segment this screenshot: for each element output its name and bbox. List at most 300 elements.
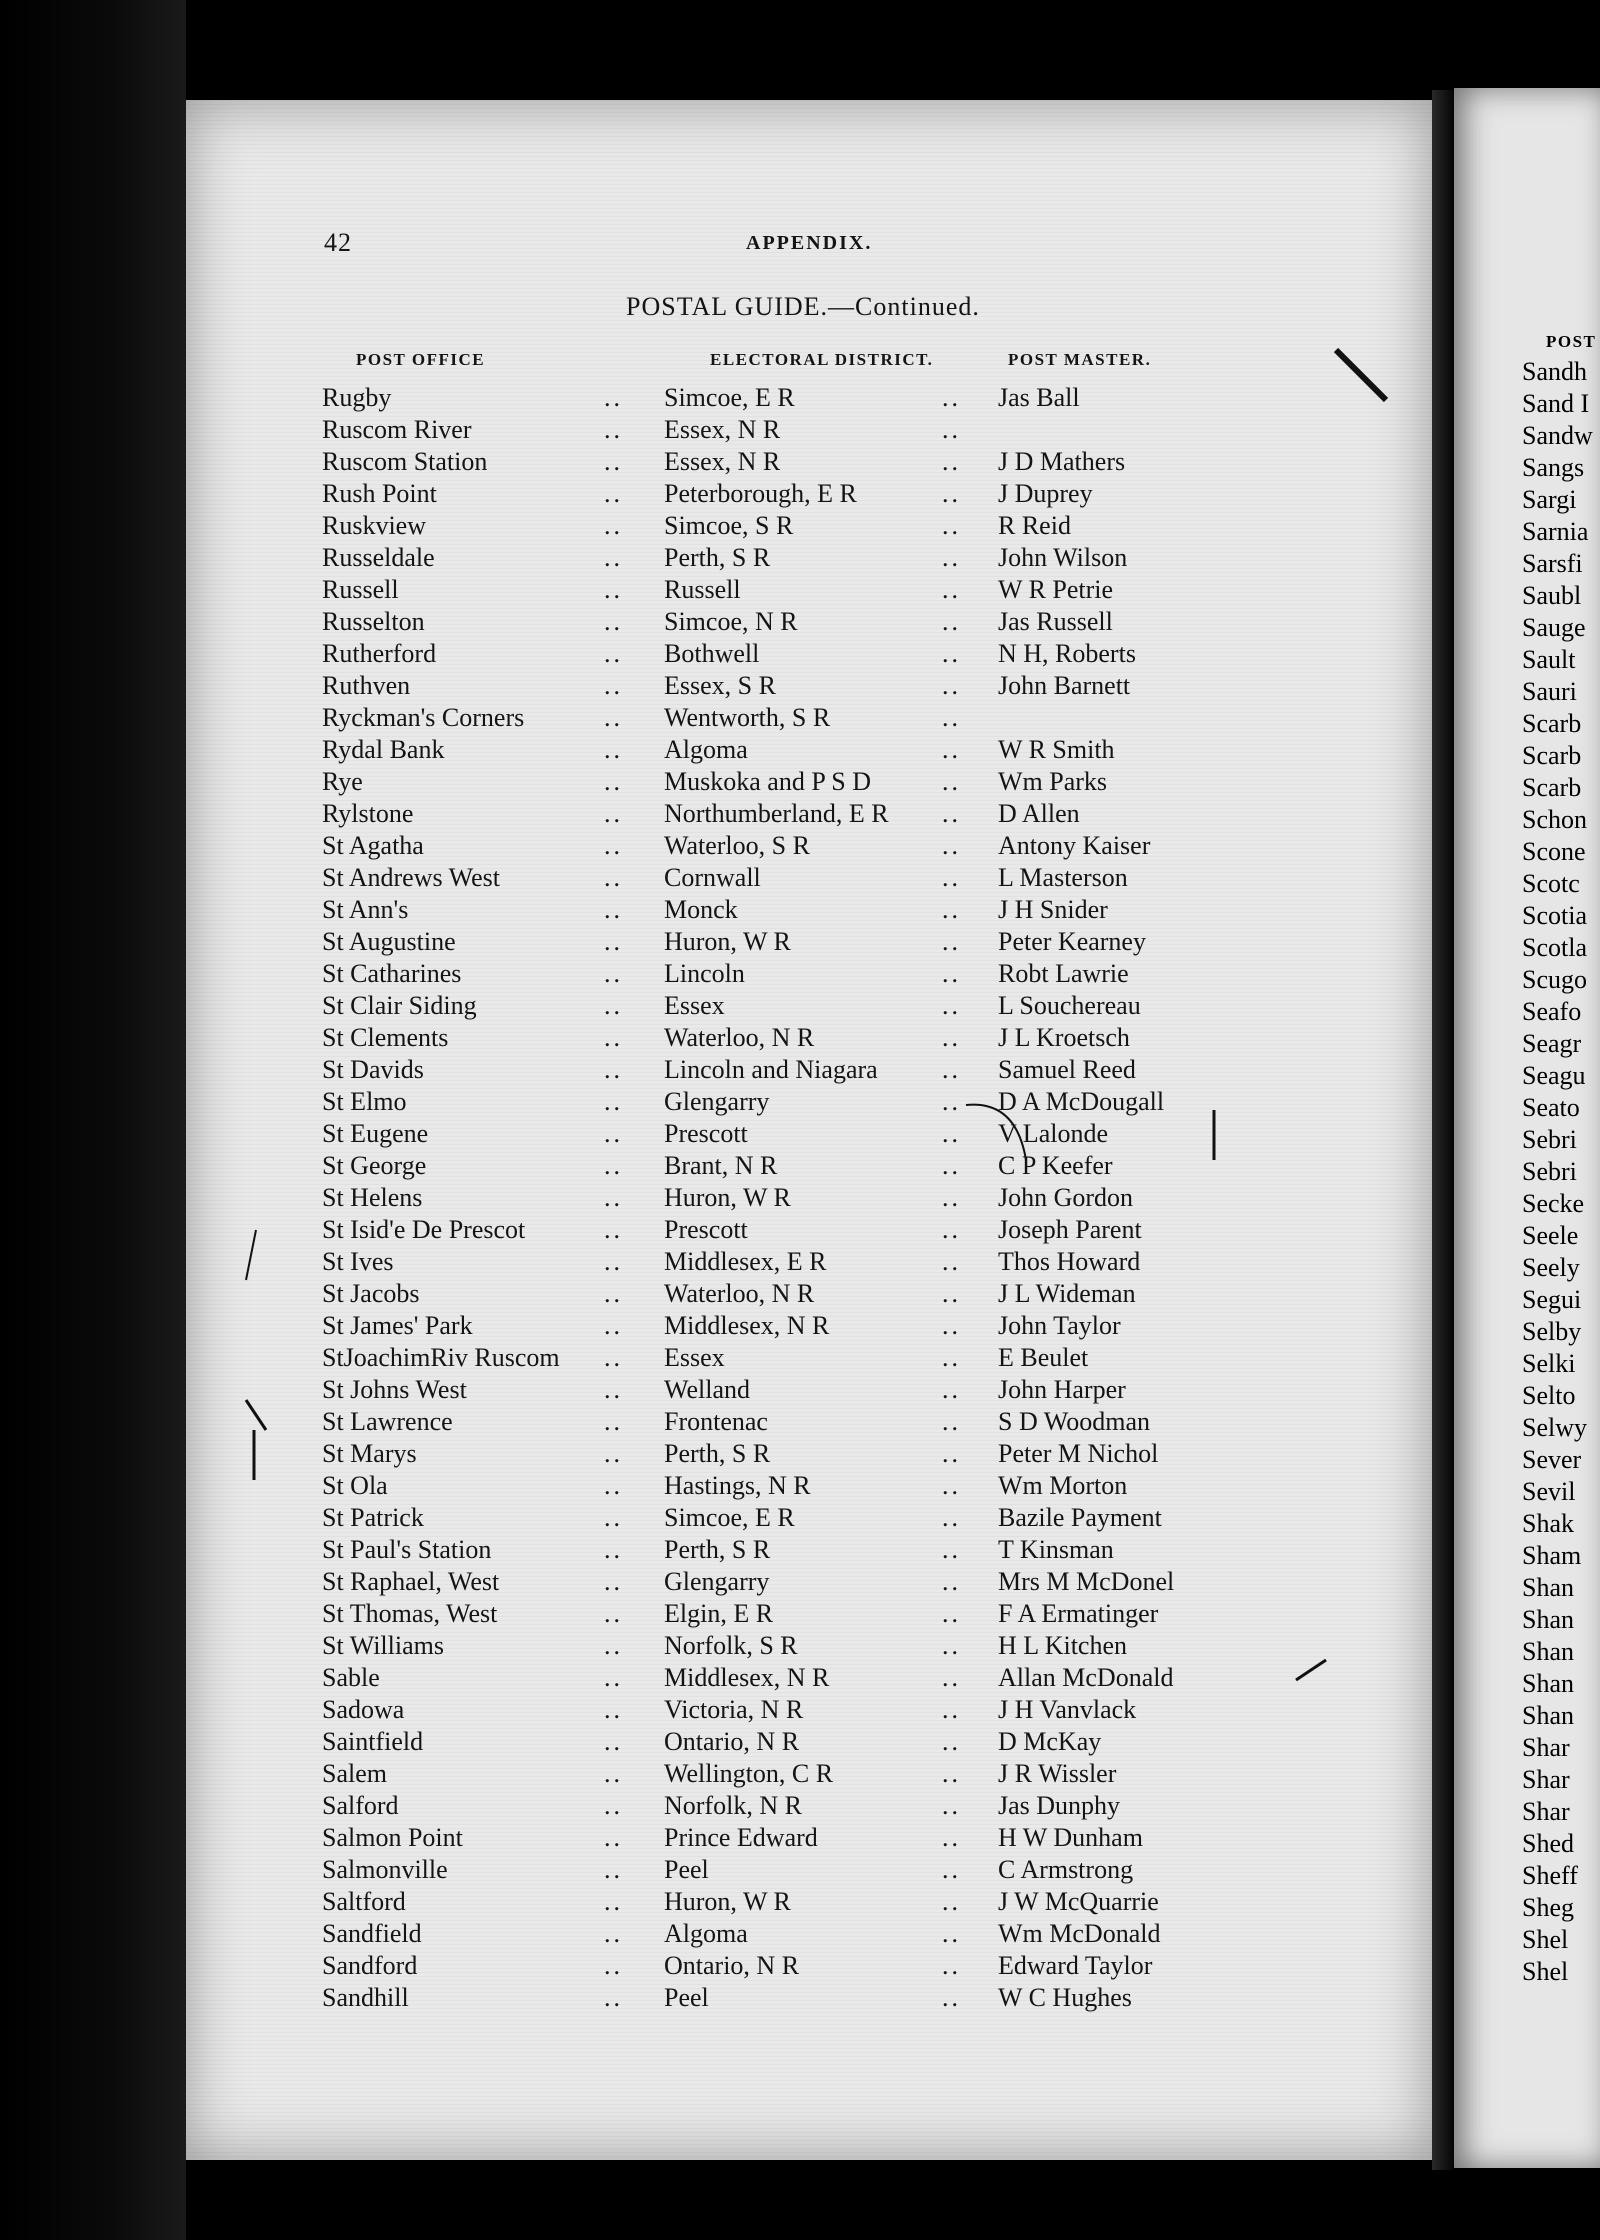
facing-page-entry: Shan	[1522, 1637, 1574, 1666]
facing-page-entry: Sebri	[1522, 1125, 1577, 1154]
leader-dots: ..	[604, 1375, 623, 1404]
electoral-district: Brant, N R	[664, 1151, 778, 1180]
post-master-name: N H, Roberts	[998, 639, 1136, 668]
post-master-name: J Duprey	[998, 479, 1093, 508]
facing-page-entry: Seagr	[1522, 1029, 1582, 1058]
facing-page-entry: Shel	[1522, 1925, 1569, 1954]
leader-dots: ..	[942, 447, 961, 476]
leader-dots: ..	[942, 479, 961, 508]
leader-dots: ..	[604, 1311, 623, 1340]
post-master-name: D McKay	[998, 1727, 1102, 1756]
post-master-name: Robt Lawrie	[998, 959, 1129, 988]
column-header-office: POST OFFICE	[356, 350, 486, 369]
electoral-district: Waterloo, S R	[664, 831, 810, 860]
leader-dots: ..	[942, 831, 961, 860]
electoral-district: Norfolk, S R	[664, 1631, 798, 1660]
facing-page-edge	[1454, 88, 1600, 2168]
leader-dots: ..	[604, 1919, 623, 1948]
page-number: 42	[324, 228, 352, 257]
leader-dots: ..	[942, 927, 961, 956]
leader-dots: ..	[604, 1183, 623, 1212]
post-office-name: St Clair Siding	[322, 991, 477, 1020]
post-master-name: E Beulet	[998, 1343, 1089, 1372]
electoral-district: Perth, S R	[664, 543, 771, 572]
facing-page-entry: Shar	[1522, 1797, 1570, 1826]
leader-dots: ..	[942, 1279, 961, 1308]
post-master-name: Jas Dunphy	[998, 1791, 1121, 1820]
post-master-name: Allan McDonald	[998, 1663, 1174, 1692]
electoral-district: Cornwall	[664, 863, 761, 892]
facing-page-entry: Scotc	[1522, 869, 1580, 898]
facing-page-entry: Selto	[1522, 1381, 1576, 1410]
facing-page-entry: Shed	[1522, 1829, 1574, 1858]
leader-dots: ..	[604, 1439, 623, 1468]
electoral-district: Glengarry	[664, 1567, 770, 1596]
leader-dots: ..	[604, 1279, 623, 1308]
electoral-district: Peel	[664, 1855, 709, 1884]
leader-dots: ..	[942, 543, 961, 572]
leader-dots: ..	[604, 1727, 623, 1756]
facing-page-entry: Scugo	[1522, 965, 1587, 994]
post-master-name: Jas Ball	[998, 383, 1080, 412]
post-office-name: St Eugene	[322, 1119, 429, 1148]
leader-dots: ..	[604, 1663, 623, 1692]
leader-dots: ..	[604, 1055, 623, 1084]
post-master-name: J H Vanvlack	[998, 1695, 1137, 1724]
electoral-district: Hastings, N R	[664, 1471, 811, 1500]
facing-page-entry: Sault	[1522, 645, 1576, 674]
facing-page-entry: Sham	[1522, 1541, 1582, 1570]
post-master-name: Thos Howard	[998, 1247, 1141, 1276]
post-office-name: Salmonville	[322, 1855, 448, 1884]
facing-page-entry: Scarb	[1522, 741, 1582, 770]
electoral-district: Frontenac	[664, 1407, 768, 1436]
facing-page-entry: Sargi	[1522, 485, 1577, 514]
post-master-name: W R Smith	[998, 735, 1115, 764]
post-office-name: Sadowa	[322, 1695, 405, 1724]
leader-dots: ..	[942, 1823, 961, 1852]
post-master-name: John Gordon	[998, 1183, 1134, 1212]
post-office-name: Salmon Point	[322, 1823, 463, 1852]
leader-dots: ..	[942, 1087, 961, 1116]
electoral-district: Simcoe, E R	[664, 383, 795, 412]
electoral-district: Waterloo, N R	[664, 1023, 815, 1052]
leader-dots: ..	[942, 1119, 961, 1148]
leader-dots: ..	[942, 1887, 961, 1916]
post-office-name: St Elmo	[322, 1087, 407, 1116]
post-office-name: Ruscom River	[322, 415, 472, 444]
post-master-name: D A McDougall	[998, 1087, 1165, 1116]
post-office-name: Rydal Bank	[322, 735, 445, 764]
post-office-name: St Paul's Station	[322, 1535, 492, 1564]
electoral-district: Peterborough, E R	[664, 479, 857, 508]
post-master-name: L Masterson	[998, 863, 1128, 892]
post-office-name: Ruscom Station	[322, 447, 488, 476]
leader-dots: ..	[942, 1503, 961, 1532]
electoral-district: Victoria, N R	[664, 1695, 804, 1724]
post-office-name: St Ann's	[322, 895, 409, 924]
electoral-district: Essex, N R	[664, 415, 781, 444]
post-master-name: W R Petrie	[998, 575, 1114, 604]
leader-dots: ..	[604, 671, 623, 700]
leader-dots: ..	[604, 383, 623, 412]
post-office-name: Saltford	[322, 1887, 406, 1916]
facing-page-entry: Shel	[1522, 1957, 1569, 1986]
post-office-name: St Davids	[322, 1055, 424, 1084]
post-master-name: Bazile Payment	[998, 1503, 1162, 1532]
electoral-district: Russell	[664, 575, 741, 604]
leader-dots: ..	[942, 959, 961, 988]
leader-dots: ..	[942, 1055, 961, 1084]
facing-column-header: POST	[1546, 332, 1597, 351]
post-master-name: Antony Kaiser	[998, 831, 1151, 860]
post-office-name: St James' Park	[322, 1311, 473, 1340]
leader-dots: ..	[604, 1599, 623, 1628]
leader-dots: ..	[942, 1567, 961, 1596]
leader-dots: ..	[604, 1087, 623, 1116]
facing-page-entry: Seele	[1522, 1221, 1579, 1250]
electoral-district: Middlesex, E R	[664, 1247, 827, 1276]
leader-dots: ..	[604, 1887, 623, 1916]
post-office-name: Sandfield	[322, 1919, 422, 1948]
leader-dots: ..	[604, 639, 623, 668]
post-office-name: St Thomas, West	[322, 1599, 498, 1628]
leader-dots: ..	[942, 863, 961, 892]
post-office-name: Ruthven	[322, 671, 411, 700]
post-office-name: St Isid'e De Prescot	[322, 1215, 526, 1244]
post-master-name: Wm Morton	[998, 1471, 1128, 1500]
post-office-name: St Williams	[322, 1631, 444, 1660]
post-office-name: Ruskview	[322, 511, 426, 540]
leader-dots: ..	[942, 1951, 961, 1980]
facing-page-entry: Scotla	[1522, 933, 1587, 962]
post-master-name: J L Kroetsch	[998, 1023, 1130, 1052]
leader-dots: ..	[604, 1343, 623, 1372]
post-master-name: John Barnett	[998, 671, 1131, 700]
post-office-name: St Augustine	[322, 927, 456, 956]
leader-dots: ..	[604, 1503, 623, 1532]
post-office-name: Sandhill	[322, 1983, 409, 2012]
leader-dots: ..	[604, 543, 623, 572]
facing-page-entry: Sangs	[1522, 453, 1585, 482]
leader-dots: ..	[604, 927, 623, 956]
leader-dots: ..	[942, 1695, 961, 1724]
post-office-name: Russeldale	[322, 543, 435, 572]
leader-dots: ..	[604, 1119, 623, 1148]
post-master-name: R Reid	[998, 511, 1071, 540]
post-master-name: J D Mathers	[998, 447, 1126, 476]
facing-page-entry: Sandw	[1522, 421, 1593, 450]
leader-dots: ..	[604, 1951, 623, 1980]
post-master-name: V Lalonde	[998, 1119, 1108, 1148]
electoral-district: Simcoe, E R	[664, 1503, 795, 1532]
post-master-name: John Harper	[998, 1375, 1126, 1404]
facing-page-entry: Sever	[1522, 1445, 1582, 1474]
post-master-name: Mrs M McDonel	[998, 1567, 1175, 1596]
electoral-district: Prescott	[664, 1215, 748, 1244]
electoral-district: Essex, S R	[664, 671, 776, 700]
facing-page-entry: Sheff	[1522, 1861, 1578, 1890]
leader-dots: ..	[604, 735, 623, 764]
electoral-district: Welland	[664, 1375, 750, 1404]
post-office-name: Salford	[322, 1791, 399, 1820]
post-master-name: J W McQuarrie	[998, 1887, 1159, 1916]
facing-page-entry: Selki	[1522, 1349, 1576, 1378]
post-office-name: Russell	[322, 575, 399, 604]
post-master-name: Wm McDonald	[998, 1919, 1161, 1948]
facing-page-entry: Sauge	[1522, 613, 1586, 642]
facing-page-entry: Scarb	[1522, 709, 1582, 738]
electoral-district: Perth, S R	[664, 1535, 771, 1564]
leader-dots: ..	[942, 607, 961, 636]
leader-dots: ..	[604, 863, 623, 892]
leader-dots: ..	[604, 511, 623, 540]
leader-dots: ..	[942, 1599, 961, 1628]
post-office-name: Rutherford	[322, 639, 437, 668]
leader-dots: ..	[942, 1247, 961, 1276]
facing-page-entry: Sand I	[1522, 389, 1590, 418]
post-master-name: L Souchereau	[998, 991, 1141, 1020]
electoral-district: Essex	[664, 1343, 725, 1372]
electoral-district: Wellington, C R	[664, 1759, 834, 1788]
electoral-district: Huron, W R	[664, 1183, 791, 1212]
leader-dots: ..	[942, 799, 961, 828]
leader-dots: ..	[942, 1535, 961, 1564]
leader-dots: ..	[604, 799, 623, 828]
electoral-district: Algoma	[664, 735, 748, 764]
electoral-district: Simcoe, S R	[664, 511, 794, 540]
facing-page-entry: Shan	[1522, 1701, 1574, 1730]
leader-dots: ..	[604, 575, 623, 604]
post-master-name: Peter Kearney	[998, 927, 1146, 956]
post-master-name: C Armstrong	[998, 1855, 1134, 1884]
leader-dots: ..	[604, 895, 623, 924]
book-page	[186, 100, 1432, 2160]
post-master-name: Samuel Reed	[998, 1055, 1136, 1084]
post-master-name: Wm Parks	[998, 767, 1108, 796]
leader-dots: ..	[942, 1311, 961, 1340]
post-master-name: H L Kitchen	[998, 1631, 1127, 1660]
leader-dots: ..	[942, 1471, 961, 1500]
running-head: APPENDIX.	[746, 232, 873, 254]
facing-page-entry: Seagu	[1522, 1061, 1586, 1090]
post-office-name: Russelton	[322, 607, 425, 636]
facing-page-entry: Seely	[1522, 1253, 1580, 1282]
electoral-district: Essex, N R	[664, 447, 781, 476]
leader-dots: ..	[604, 1631, 623, 1660]
post-master-name: John Taylor	[998, 1311, 1121, 1340]
post-master-name: W C Hughes	[998, 1983, 1132, 2012]
post-master-name: J L Wideman	[998, 1279, 1136, 1308]
scan-left-margin	[0, 0, 186, 2240]
post-master-name: F A Ermatinger	[998, 1599, 1159, 1628]
leader-dots: ..	[604, 415, 623, 444]
leader-dots: ..	[604, 1471, 623, 1500]
leader-dots: ..	[604, 1247, 623, 1276]
electoral-district: Ontario, N R	[664, 1951, 800, 1980]
post-master-name: J R Wissler	[998, 1759, 1117, 1788]
electoral-district: Elgin, E R	[664, 1599, 774, 1628]
leader-dots: ..	[942, 1631, 961, 1660]
leader-dots: ..	[604, 447, 623, 476]
facing-page-entry: Sheg	[1522, 1893, 1574, 1922]
post-office-name: StJoachimRiv Ruscom	[322, 1343, 560, 1372]
leader-dots: ..	[604, 1023, 623, 1052]
leader-dots: ..	[942, 895, 961, 924]
facing-page-entry: Secke	[1522, 1189, 1585, 1218]
electoral-district: Essex	[664, 991, 725, 1020]
leader-dots: ..	[942, 1215, 961, 1244]
ink-marks	[186, 100, 1432, 2160]
post-master-name: John Wilson	[998, 543, 1128, 572]
leader-dots: ..	[942, 1343, 961, 1372]
electoral-district: Wentworth, S R	[664, 703, 831, 732]
facing-page-entry: Saubl	[1522, 581, 1582, 610]
post-office-name: Saintfield	[322, 1727, 424, 1756]
post-office-name: Rugby	[322, 383, 392, 412]
electoral-district: Simcoe, N R	[664, 607, 798, 636]
facing-page-entry: Sarnia	[1522, 517, 1589, 546]
leader-dots: ..	[942, 1375, 961, 1404]
facing-page-entry: Scarb	[1522, 773, 1582, 802]
leader-dots: ..	[942, 1791, 961, 1820]
facing-page-entry: Shan	[1522, 1573, 1574, 1602]
section-title: POSTAL GUIDE.—Continued.	[626, 292, 980, 321]
post-master-name: H W Dunham	[998, 1823, 1143, 1852]
leader-dots: ..	[942, 1183, 961, 1212]
facing-page-entry: Shan	[1522, 1669, 1574, 1698]
post-office-name: St Clements	[322, 1023, 449, 1052]
facing-page-entry: Scotia	[1522, 901, 1587, 930]
facing-page-entry: Segui	[1522, 1285, 1582, 1314]
electoral-district: Lincoln and Niagara	[664, 1055, 878, 1084]
leader-dots: ..	[604, 703, 623, 732]
post-office-name: Sandford	[322, 1951, 418, 1980]
electoral-district: Algoma	[664, 1919, 748, 1948]
post-office-name: St Marys	[322, 1439, 417, 1468]
leader-dots: ..	[604, 607, 623, 636]
leader-dots: ..	[604, 831, 623, 860]
post-master-name: Edward Taylor	[998, 1951, 1153, 1980]
leader-dots: ..	[942, 1983, 961, 2012]
leader-dots: ..	[604, 1567, 623, 1596]
leader-dots: ..	[604, 1695, 623, 1724]
post-office-name: Ryckman's Corners	[322, 703, 525, 732]
leader-dots: ..	[604, 1535, 623, 1564]
electoral-district: Waterloo, N R	[664, 1279, 815, 1308]
post-master-name: T Kinsman	[998, 1535, 1114, 1564]
post-office-name: St Andrews West	[322, 863, 500, 892]
post-master-name: D Allen	[998, 799, 1080, 828]
leader-dots: ..	[604, 1823, 623, 1852]
electoral-district: Northumberland, E R	[664, 799, 889, 828]
facing-page-entry: Sarsfi	[1522, 549, 1583, 578]
facing-page-entry: Shar	[1522, 1733, 1570, 1762]
leader-dots: ..	[604, 1791, 623, 1820]
electoral-district: Prince Edward	[664, 1823, 818, 1852]
facing-page-entry: Schon	[1522, 805, 1587, 834]
post-master-name: Jas Russell	[998, 607, 1113, 636]
electoral-district: Bothwell	[664, 639, 760, 668]
facing-page-entry: Sandh	[1522, 357, 1587, 386]
electoral-district: Huron, W R	[664, 1887, 791, 1916]
leader-dots: ..	[942, 639, 961, 668]
post-master-name: S D Woodman	[998, 1407, 1150, 1436]
electoral-district: Monck	[664, 895, 738, 924]
leader-dots: ..	[604, 479, 623, 508]
leader-dots: ..	[942, 511, 961, 540]
post-office-name: St Jacobs	[322, 1279, 420, 1308]
facing-page-entry: Seafo	[1522, 997, 1582, 1026]
electoral-district: Glengarry	[664, 1087, 770, 1116]
electoral-district: Middlesex, N R	[664, 1311, 830, 1340]
electoral-district: Huron, W R	[664, 927, 791, 956]
leader-dots: ..	[942, 1855, 961, 1884]
leader-dots: ..	[604, 1983, 623, 2012]
leader-dots: ..	[604, 991, 623, 1020]
facing-page-entry: Sauri	[1522, 677, 1577, 706]
post-office-name: St Helens	[322, 1183, 423, 1212]
electoral-district: Ontario, N R	[664, 1727, 800, 1756]
electoral-district: Peel	[664, 1983, 709, 2012]
leader-dots: ..	[942, 767, 961, 796]
leader-dots: ..	[942, 735, 961, 764]
post-office-name: St Ives	[322, 1247, 394, 1276]
facing-page-entry: Selwy	[1522, 1413, 1587, 1442]
column-header-master: POST MASTER.	[1008, 350, 1152, 369]
post-office-name: St George	[322, 1151, 427, 1180]
post-office-name: Rylstone	[322, 799, 414, 828]
post-office-name: St Johns West	[322, 1375, 467, 1404]
book-gutter	[1432, 90, 1454, 2170]
post-office-name: St Raphael, West	[322, 1567, 500, 1596]
leader-dots: ..	[604, 767, 623, 796]
post-office-name: Salem	[322, 1759, 387, 1788]
leader-dots: ..	[604, 1855, 623, 1884]
column-header-district: ELECTORAL DISTRICT.	[710, 350, 934, 369]
post-master-name: C P Keefer	[998, 1151, 1113, 1180]
post-master-name: Peter M Nichol	[998, 1439, 1159, 1468]
electoral-district: Middlesex, N R	[664, 1663, 830, 1692]
facing-page-list	[1522, 356, 1593, 1988]
electoral-district: Norfolk, N R	[664, 1791, 802, 1820]
facing-page-entry: Sevil	[1522, 1477, 1576, 1506]
leader-dots: ..	[942, 703, 961, 732]
facing-page-entry: Shar	[1522, 1765, 1570, 1794]
facing-page-entry: Seato	[1522, 1093, 1580, 1122]
post-office-name: St Ola	[322, 1471, 388, 1500]
facing-page-entry: Shak	[1522, 1509, 1574, 1538]
post-office-name: Rush Point	[322, 479, 437, 508]
leader-dots: ..	[942, 1919, 961, 1948]
facing-page-entry: Scone	[1522, 837, 1586, 866]
leader-dots: ..	[604, 1759, 623, 1788]
leader-dots: ..	[942, 1023, 961, 1052]
leader-dots: ..	[942, 1663, 961, 1692]
post-office-name: St Lawrence	[322, 1407, 453, 1436]
leader-dots: ..	[942, 1151, 961, 1180]
post-office-name: St Agatha	[322, 831, 424, 860]
leader-dots: ..	[942, 1439, 961, 1468]
post-office-name: St Catharines	[322, 959, 462, 988]
leader-dots: ..	[604, 1215, 623, 1244]
post-master-name: J H Snider	[998, 895, 1108, 924]
electoral-district: Perth, S R	[664, 1439, 771, 1468]
post-master-name: Joseph Parent	[998, 1215, 1142, 1244]
leader-dots: ..	[942, 671, 961, 700]
electoral-district: Lincoln	[664, 959, 745, 988]
leader-dots: ..	[604, 1151, 623, 1180]
